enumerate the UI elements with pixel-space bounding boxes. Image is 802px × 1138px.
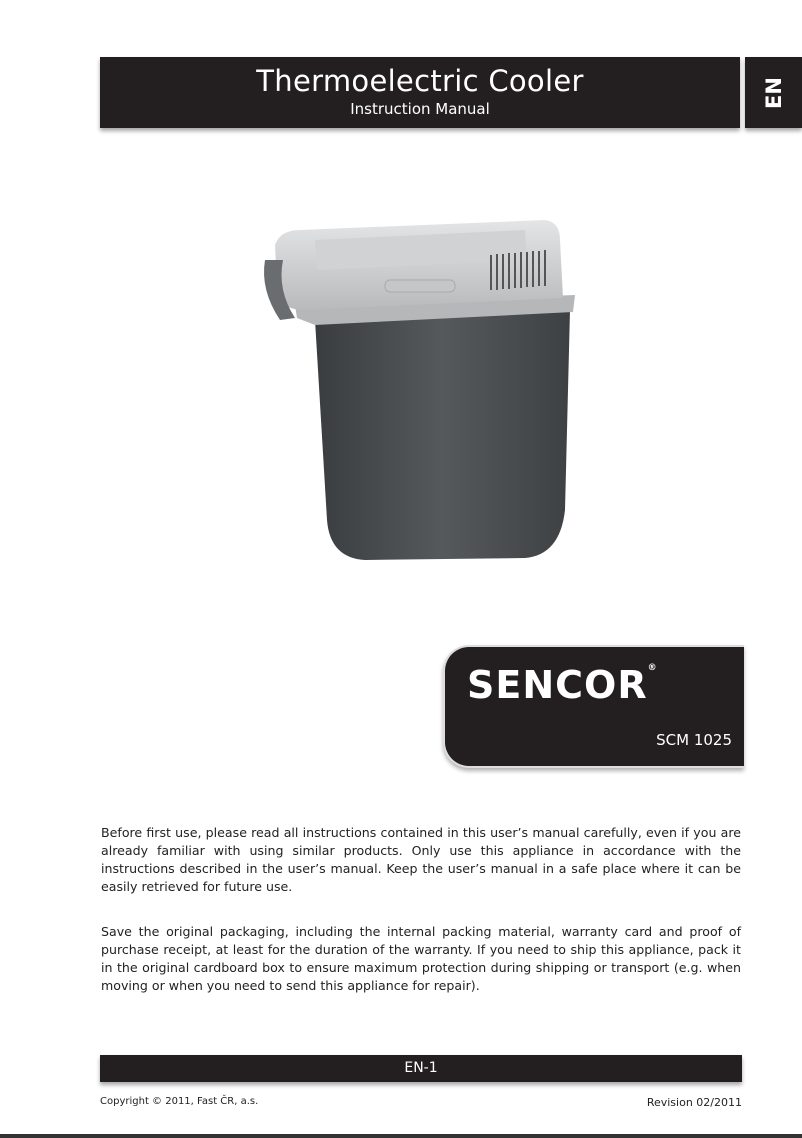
title-banner [100, 57, 740, 128]
brand-panel [443, 645, 744, 768]
page-number-bar [100, 1055, 742, 1082]
logo-text: SENCOR [467, 663, 648, 707]
sencor-logo [467, 663, 658, 707]
model-number: SCM 1025 [656, 731, 732, 749]
document-subtitle: Instruction Manual [350, 100, 490, 118]
document-title: Thermoelectric Cooler [256, 64, 584, 98]
packaging-paragraph: Save the original packaging, including the internal packing material, warranty card and proof of purchase receipt, at least for the duration of the warranty. If you need to ship this appliance, pack it in the original cardboard box to ensure maximum protection during shipping or transport (e.g. when moving or when you need to send this appliance for repair). [101, 924, 741, 993]
revision: Revision 02/2011 [646, 1096, 742, 1109]
page-number: EN-1 [404, 1060, 438, 1076]
language-tab [745, 57, 802, 128]
bottom-divider [0, 1134, 802, 1138]
cooler-product-image [255, 210, 585, 570]
language-label: EN [761, 76, 786, 109]
intro-paragraph: Before first use, please read all instructions contained in this user’s manual carefully, even if you are already familiar with using similar products. Only use this appliance in accordance with the instructions described in the user’s manual. Keep the user’s manual in a safe place where it can be easily retrieved for future use. [101, 825, 741, 894]
registered-mark: ® [647, 663, 658, 673]
copyright: Copyright © 2011, Fast ČR, a.s. [100, 1096, 259, 1107]
